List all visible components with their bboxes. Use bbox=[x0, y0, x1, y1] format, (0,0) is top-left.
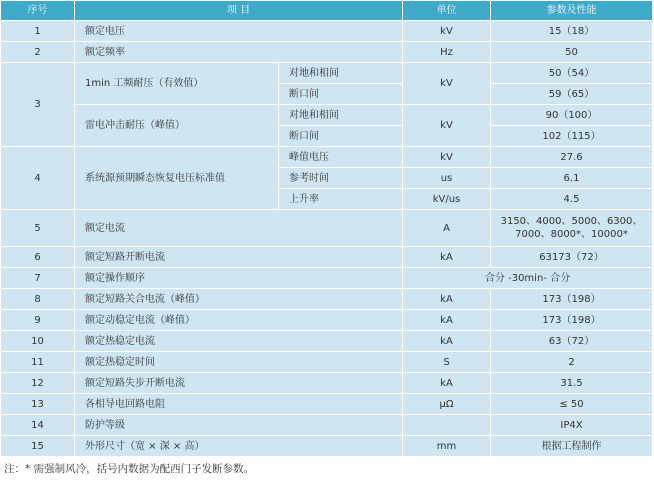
table-row bbox=[1, 331, 653, 352]
row-no: 4 bbox=[1, 147, 75, 210]
row-item: 额定电流 bbox=[75, 210, 403, 247]
table-row bbox=[1, 247, 653, 268]
header-row bbox=[1, 1, 653, 21]
row-item: 各相导电回路电阻 bbox=[75, 394, 403, 415]
table-row bbox=[1, 210, 653, 247]
row-unit: kA bbox=[403, 289, 491, 310]
row-no: 3 bbox=[1, 63, 75, 147]
row-value: 63173（72） bbox=[491, 247, 653, 268]
row-unit: Hz bbox=[403, 42, 491, 63]
row-value: 90（100） bbox=[491, 105, 653, 126]
row-value: 102（115） bbox=[491, 126, 653, 147]
row-no: 11 bbox=[1, 352, 75, 373]
table-row bbox=[1, 436, 653, 457]
header-item: 项 目 bbox=[75, 1, 403, 21]
row-unit: A bbox=[403, 210, 491, 247]
row-item: 额定频率 bbox=[75, 42, 403, 63]
row-unit: kV bbox=[403, 21, 491, 42]
row-unit: μΩ bbox=[403, 394, 491, 415]
row-no: 13 bbox=[1, 394, 75, 415]
row-unit: kA bbox=[403, 373, 491, 394]
row-value-line1: 3150、4000、5000、6300、 bbox=[500, 216, 643, 227]
table-row bbox=[1, 268, 653, 289]
row-value: 27.6 bbox=[491, 147, 653, 168]
table-row bbox=[1, 42, 653, 63]
row-value: 173（198） bbox=[491, 289, 653, 310]
row-subitem: 对地和相间 bbox=[279, 63, 403, 84]
row-no: 1 bbox=[1, 21, 75, 42]
row-value: 173（198） bbox=[491, 310, 653, 331]
row-value: 31.5 bbox=[491, 373, 653, 394]
header-param: 参数及性能 bbox=[491, 1, 653, 21]
row-value: 6.1 bbox=[491, 168, 653, 189]
row-value bbox=[491, 210, 653, 247]
row-no: 8 bbox=[1, 289, 75, 310]
row-unit: kA bbox=[403, 331, 491, 352]
row-value: 50 bbox=[491, 42, 653, 63]
header-no: 序号 bbox=[1, 1, 75, 21]
table-row bbox=[1, 21, 653, 42]
row-value: 合分 -30min- 合分 bbox=[403, 268, 653, 289]
row-unit bbox=[403, 415, 491, 436]
table-row bbox=[1, 310, 653, 331]
row-value: 59（65） bbox=[491, 84, 653, 105]
row-unit: mm bbox=[403, 436, 491, 457]
row-subitem: 断口间 bbox=[279, 126, 403, 147]
row-item: 额定短路失步开断电流 bbox=[75, 373, 403, 394]
row-value-line2: 7000、8000*、10000* bbox=[515, 229, 628, 240]
row-subitem: 断口间 bbox=[279, 84, 403, 105]
row-item: 额定热稳定电流 bbox=[75, 331, 403, 352]
row-item: 雷电冲击耐压（峰值） bbox=[75, 105, 279, 147]
row-no: 15 bbox=[1, 436, 75, 457]
row-subitem: 参考时间 bbox=[279, 168, 403, 189]
table-row bbox=[1, 373, 653, 394]
row-unit: kV bbox=[403, 63, 491, 105]
row-value: 2 bbox=[491, 352, 653, 373]
row-subitem: 上升率 bbox=[279, 189, 403, 210]
row-item: 外形尺寸（宽 × 深 × 高） bbox=[75, 436, 403, 457]
row-value: 根据工程制作 bbox=[491, 436, 653, 457]
row-item: 额定操作顺序 bbox=[75, 268, 403, 289]
row-unit: us bbox=[403, 168, 491, 189]
table-row bbox=[1, 415, 653, 436]
row-value: 15（18） bbox=[491, 21, 653, 42]
row-no: 12 bbox=[1, 373, 75, 394]
row-value: IP4X bbox=[491, 415, 653, 436]
row-no: 7 bbox=[1, 268, 75, 289]
row-value: 4.5 bbox=[491, 189, 653, 210]
footnote: 注：* 需强制风冷，括号内数据为配西门子发断参数。 bbox=[4, 463, 255, 475]
row-unit: kV bbox=[403, 147, 491, 168]
row-no: 6 bbox=[1, 247, 75, 268]
table-row bbox=[1, 63, 653, 84]
row-item: 系统源预期瞬态恢复电压标准值 bbox=[75, 147, 279, 210]
row-item: 额定电压 bbox=[75, 21, 403, 42]
row-value: 50（54） bbox=[491, 63, 653, 84]
row-subitem: 对地和相间 bbox=[279, 105, 403, 126]
row-no: 14 bbox=[1, 415, 75, 436]
row-item: 额定热稳定时间 bbox=[75, 352, 403, 373]
table-row bbox=[1, 105, 653, 126]
row-unit: kA bbox=[403, 310, 491, 331]
row-item: 额定短路关合电流（峰值） bbox=[75, 289, 403, 310]
row-no: 9 bbox=[1, 310, 75, 331]
row-item: 防护等级 bbox=[75, 415, 403, 436]
row-unit: kV bbox=[403, 105, 491, 147]
table-row bbox=[1, 352, 653, 373]
row-unit: S bbox=[403, 352, 491, 373]
row-unit: kA bbox=[403, 247, 491, 268]
row-item: 额定短路开断电流 bbox=[75, 247, 403, 268]
header-unit: 单位 bbox=[403, 1, 491, 21]
row-subitem: 峰值电压 bbox=[279, 147, 403, 168]
row-item: 额定动稳定电流（峰值） bbox=[75, 310, 403, 331]
table-row bbox=[1, 394, 653, 415]
row-item: 1min 工频耐压（有效值） bbox=[75, 63, 279, 105]
table-row bbox=[1, 289, 653, 310]
row-no: 5 bbox=[1, 210, 75, 247]
row-no: 2 bbox=[1, 42, 75, 63]
row-no: 10 bbox=[1, 331, 75, 352]
table-row bbox=[1, 147, 653, 168]
row-value: 63（72） bbox=[491, 331, 653, 352]
row-value: ≤ 50 bbox=[491, 394, 653, 415]
row-unit: kV/us bbox=[403, 189, 491, 210]
